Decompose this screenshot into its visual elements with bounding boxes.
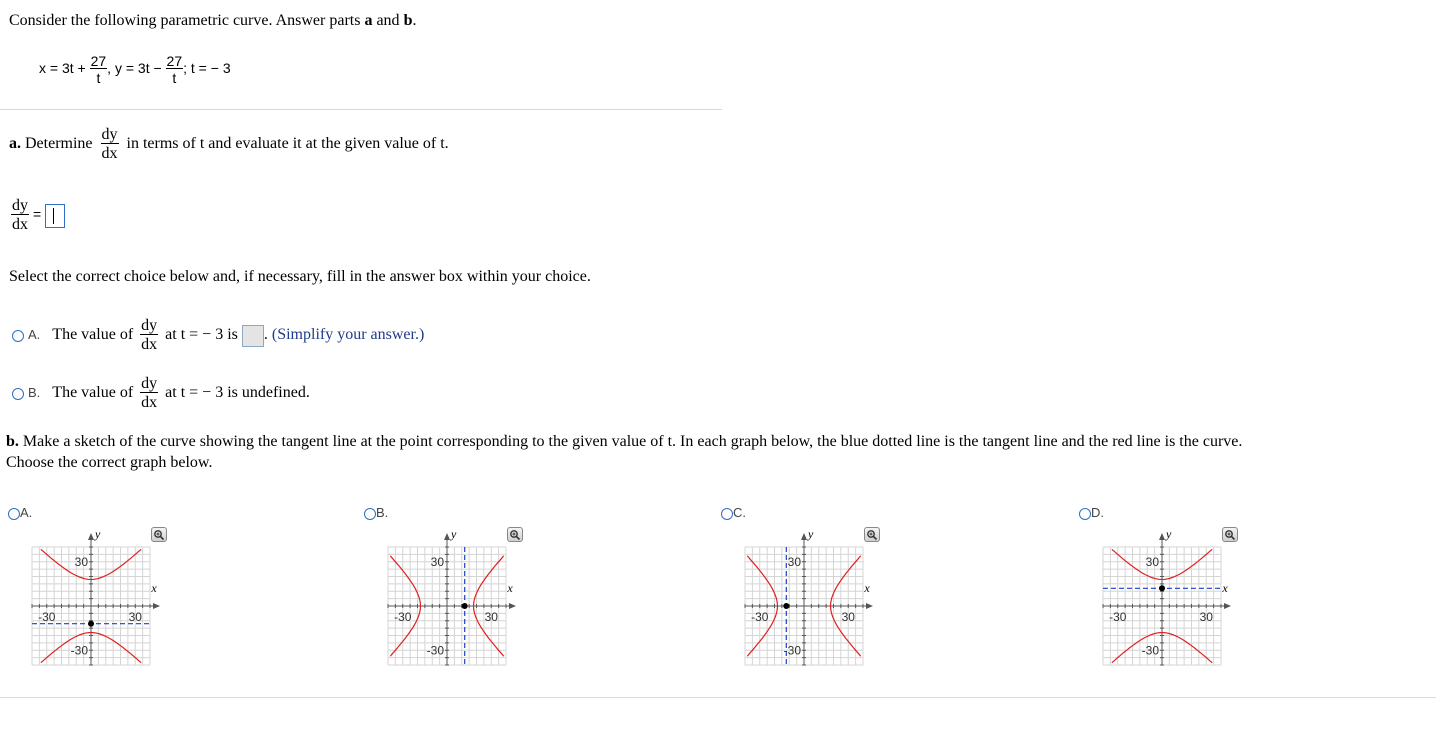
divider-bottom (0, 697, 1436, 698)
divider-top (0, 109, 722, 110)
x-min-label: -30 (394, 610, 412, 624)
t-value: ; t = − 3 (183, 60, 231, 77)
part-a-frac-den: dx (101, 145, 118, 162)
choice-a-frac-num: dy (141, 317, 158, 334)
choice-b-frac-num: dy (141, 375, 158, 392)
choice-b-fraction (140, 376, 158, 411)
x-max-label: 30 (128, 610, 142, 624)
tangent-point (783, 603, 789, 609)
y-equation-lhs: y = 3t − (114, 60, 162, 77)
choice-b-text1: The value of (52, 384, 134, 402)
intro-part-b: b (403, 12, 413, 29)
x-fraction-den: t (96, 70, 101, 86)
part-b-label: b. (6, 433, 19, 450)
part-a-label: a. (9, 135, 21, 153)
y-min-label: -30 (783, 643, 801, 658)
text-caret (53, 208, 54, 224)
y-fraction-den: t (172, 70, 177, 86)
x-axis-variable: x (864, 581, 870, 595)
graph-b (368, 524, 528, 674)
graph-option-radio[interactable] (1079, 508, 1091, 520)
tangent-point (1159, 585, 1165, 591)
graph-option-letter: A. (20, 505, 33, 520)
choice-b-row (12, 376, 310, 411)
y-fraction-num: 27 (166, 53, 183, 69)
graph-option-b (364, 505, 388, 520)
graph-option-c (721, 505, 746, 520)
part-a-frac-num: dy (101, 126, 118, 143)
graph-option-radio[interactable] (8, 508, 20, 520)
choice-a-period: . (263, 326, 268, 344)
x-fraction-num: 27 (90, 53, 107, 69)
choice-a-letter: A. (28, 327, 41, 343)
graph-option-letter: B. (376, 505, 389, 520)
answer-frac-num: dy (12, 197, 28, 214)
x-axis-variable: x (507, 581, 513, 595)
choice-a-row (12, 318, 424, 353)
tangent-point (88, 621, 94, 627)
intro-and: and (372, 12, 404, 29)
tangent-point (462, 603, 468, 609)
x-max-label: 30 (841, 610, 855, 624)
choice-a-radio[interactable] (12, 330, 24, 342)
y-axis-arrow-icon (88, 533, 94, 540)
choice-a-frac-den: dx (141, 336, 158, 353)
x-axis-arrow-icon (509, 603, 516, 609)
x-equation-lhs: x = 3t + (39, 60, 86, 77)
x-axis-arrow-icon (1224, 603, 1231, 609)
graph-option-radio[interactable] (364, 508, 376, 520)
graph-option-letter: C. (733, 505, 746, 520)
parametric-equation (39, 54, 231, 85)
answer-frac-den: dx (12, 216, 28, 233)
intro-part-a: a (364, 12, 373, 29)
y-max-label: 30 (1145, 554, 1159, 569)
select-instruction: Select the correct choice below and, if necessary, fill in the answer box within your choice. (9, 268, 591, 285)
intro-sentence: Consider the following parametric curve. Answer parts (9, 12, 365, 29)
y-axis-arrow-icon (801, 533, 807, 540)
y-min-label: -30 (70, 643, 88, 658)
part-b-instruction: Choose the correct graph below. (6, 454, 213, 471)
y-fraction (166, 54, 184, 85)
intro-text (9, 12, 416, 30)
choice-a-text2: at t = − 3 is (165, 326, 238, 344)
y-max-label: 30 (430, 554, 444, 569)
y-min-label: -30 (426, 643, 444, 658)
x-axis-arrow-icon (866, 603, 873, 609)
y-axis-arrow-icon (444, 533, 450, 540)
x-axis-variable: x (151, 581, 157, 595)
x-axis-variable: x (1222, 581, 1228, 595)
graph-c (725, 524, 885, 674)
y-axis-variable: y (1166, 527, 1172, 541)
choice-b-letter: B. (28, 385, 41, 401)
x-min-label: -30 (1109, 610, 1127, 624)
answer-row (11, 198, 65, 233)
graph-a (12, 524, 172, 674)
part-b-question (6, 431, 1434, 473)
graph-d (1083, 524, 1243, 674)
x-axis-arrow-icon (153, 603, 160, 609)
x-max-label: 30 (484, 610, 498, 624)
y-max-label: 30 (74, 554, 88, 569)
graph-option-radio[interactable] (721, 508, 733, 520)
part-a-fraction (101, 127, 119, 162)
part-a-question (9, 127, 449, 162)
choice-a-fraction (140, 318, 158, 353)
answer-fraction (11, 198, 29, 233)
x-min-label: -30 (751, 610, 769, 624)
equation-comma: , (107, 60, 112, 77)
part-a-suffix: in terms of t and evaluate it at the given value of t. (126, 135, 449, 153)
y-axis-variable: y (808, 527, 814, 541)
part-a-prefix: Determine (21, 135, 93, 153)
intro-period: . (412, 12, 417, 29)
graph-option-d (1079, 505, 1104, 520)
x-max-label: 30 (1199, 610, 1213, 624)
choice-a-text1: The value of (52, 326, 134, 344)
part-b-text: Make a sketch of the curve showing the tangent line at the point corresponding to the given value of t. In each graph below, the blue dotted line is the tangent line and the red line is the curve. (18, 433, 1243, 450)
choice-b-radio[interactable] (12, 388, 24, 400)
choice-b-frac-den: dx (141, 394, 158, 411)
choice-a-hint: (Simplify your answer.) (271, 326, 425, 344)
choice-b-text2: at t = − 3 is undefined. (165, 384, 310, 402)
x-fraction (90, 54, 108, 85)
y-axis-variable: y (451, 527, 457, 541)
x-min-label: -30 (38, 610, 56, 624)
y-max-label: 30 (787, 554, 801, 569)
choice-a-answer-input[interactable] (242, 325, 264, 347)
y-axis-variable: y (95, 527, 101, 541)
graph-option-a (8, 505, 32, 520)
dydx-answer-input[interactable] (45, 204, 65, 228)
y-min-label: -30 (1141, 643, 1159, 658)
answer-equals: = (33, 206, 42, 223)
graph-option-letter: D. (1091, 505, 1104, 520)
y-axis-arrow-icon (1159, 533, 1165, 540)
